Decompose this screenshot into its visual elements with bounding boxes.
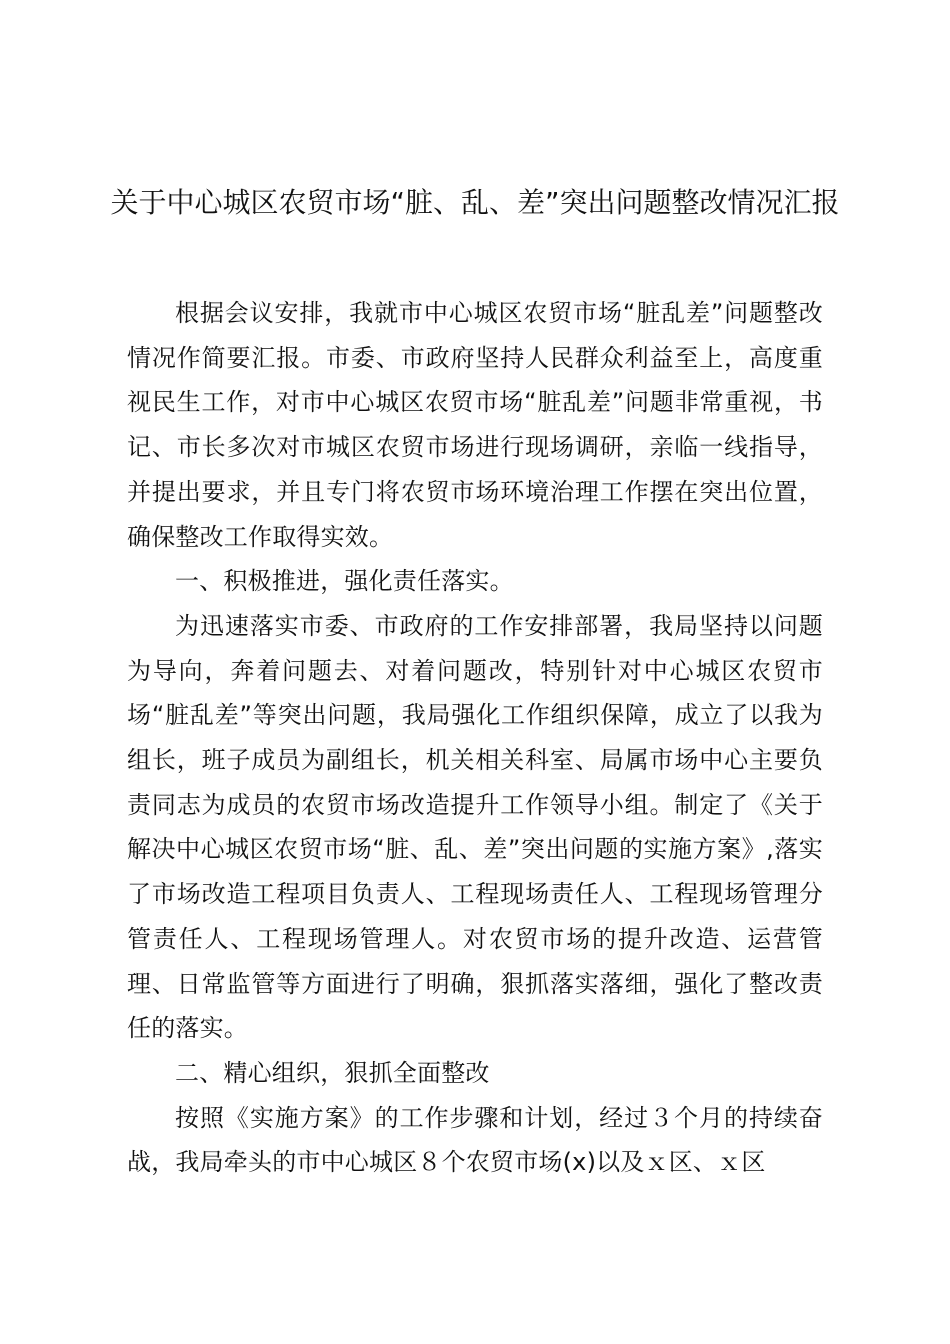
section-1-paragraph: 为迅速落实市委、市政府的工作安排部署，我局坚持以问题为导向，奔着问题去、对着问题改，特别针对中心城区农贸市场“脏乱差”等突出问题，我局强化工作组织保障，成立了以我为组长，班子成员为副组长，机关相关科室、局属市场中心主要负责同志为成员的农贸市场改造提升工作领导小组。制定了《关于解决中心城区农贸市场“脏、乱、差”突出问题的实施方案》,落实了市场改造工程项目负责人、工程现场责任人、工程现场管理分管责任人、工程现场管理人。对农贸市场的提升改造、运营管理、日常监管等方面进行了明确，狠抓落实落细，强化了整改责任的落实。 [127, 611, 823, 1043]
section-heading-2: 二、精心组织，狠抓全面整改 [175, 1058, 490, 1087]
document-body [127, 291, 823, 1185]
intro-paragraph: 根据会议安排，我就市中心城区农贸市场“脏乱差”问题整改情况作简要汇报。市委、市政府坚持人民群众利益至上，高度重视民生工作，对市中心城区农贸市场“脏乱差”问题非常重视，书记、市长多次对市城区农贸市场进行现场调研，亲临一线指导，并提出要求，并且专门将农贸市场环境治理工作摆在突出位置，确保整改工作取得实效。 [127, 299, 823, 551]
document-title: 关于中心城区农贸市场“脏、乱、差”突出问题整改情况汇报 [110, 186, 840, 219]
section-heading-1: 一、积极推进，强化责任落实。 [175, 567, 514, 596]
section-2-paragraph: 按照《实施方案》的工作步骤和计划，经过３个月的持续奋战，我局牵头的市中心城区８个农贸市场(x)以及ｘ区、ｘ区 [127, 1103, 823, 1177]
